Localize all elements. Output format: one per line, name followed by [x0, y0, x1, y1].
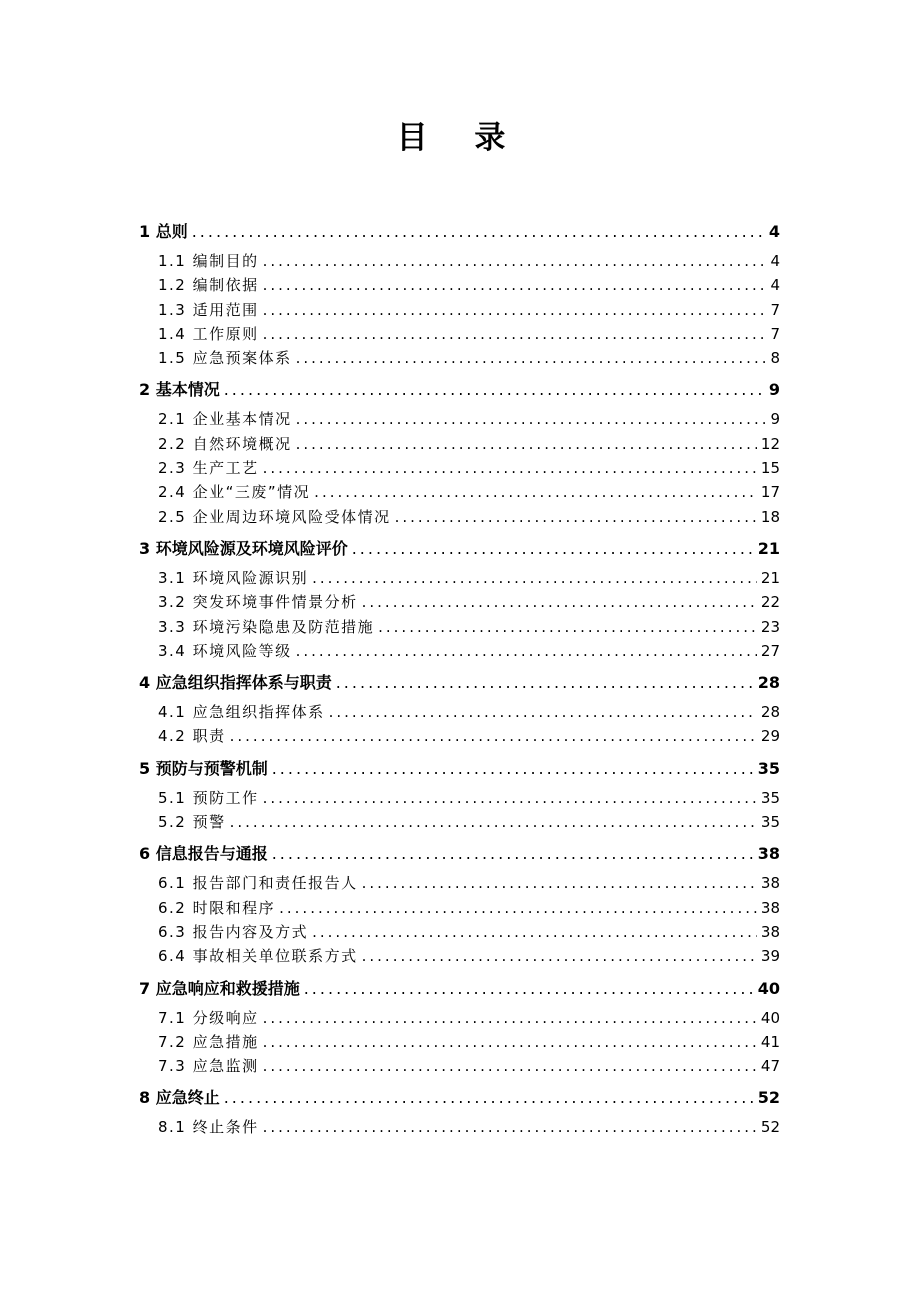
toc-section-entry[interactable] — [139, 700, 780, 724]
page-title: 目 录 — [396, 120, 524, 156]
toc-section-entry[interactable] — [139, 639, 780, 663]
toc-leader-dots — [296, 346, 767, 370]
toc-page-number: 8 — [770, 349, 780, 368]
toc-entry-label: 5.1 预防工作 — [158, 788, 259, 807]
toc-section-entry[interactable] — [139, 944, 780, 968]
toc-entry-label: 1.4 工作原则 — [158, 324, 259, 343]
toc-page-number: 52 — [757, 1088, 780, 1108]
toc-entry-label: 8.1 终止条件 — [158, 1118, 259, 1137]
toc-page-number: 21 — [760, 568, 780, 587]
toc-entry-label: 6 信息报告与通报 — [139, 844, 268, 864]
toc-leader-dots — [329, 700, 757, 724]
toc-page-number: 52 — [760, 1118, 780, 1137]
toc-chapter-entry[interactable] — [139, 532, 780, 566]
toc-section-entry[interactable] — [139, 1115, 780, 1139]
toc-page-number: 35 — [760, 813, 780, 832]
toc-entry-label: 2.5 企业周边环境风险受体情况 — [158, 507, 391, 526]
toc-page-number: 18 — [760, 507, 780, 526]
toc-entry-label: 3.4 环境风险等级 — [158, 641, 292, 660]
toc-section-entry[interactable] — [139, 810, 780, 834]
toc-section-entry[interactable] — [139, 1030, 780, 1054]
toc-entry-label: 2.2 自然环境概况 — [158, 434, 292, 453]
toc-chapter-entry[interactable] — [139, 215, 780, 249]
toc-section-entry[interactable] — [139, 590, 780, 614]
toc-leader-dots — [230, 724, 757, 748]
toc-entry-label: 2.4 企业“三废”情况 — [158, 483, 311, 502]
toc-page-number: 38 — [760, 874, 780, 893]
toc-entry-label: 3.2 突发环境事件情景分析 — [158, 593, 358, 612]
toc-page-number: 35 — [757, 758, 780, 778]
toc-page-number: 23 — [760, 617, 780, 636]
toc-page-number: 4 — [768, 222, 780, 241]
toc-section-entry[interactable] — [139, 920, 780, 944]
toc-leader-dots — [395, 505, 757, 529]
toc-page-number: 12 — [760, 434, 780, 453]
toc-page-number: 28 — [757, 673, 780, 693]
toc-leader-dots — [263, 322, 767, 346]
toc-leader-dots — [272, 837, 754, 871]
toc-entry-label: 3.1 环境风险源识别 — [158, 568, 309, 587]
toc-entry-label: 2 基本情况 — [139, 380, 220, 400]
toc-section-entry[interactable] — [139, 871, 780, 895]
toc-section-entry[interactable] — [139, 273, 780, 297]
toc-page-number: 27 — [760, 641, 780, 660]
toc-page-number: 7 — [770, 324, 780, 343]
toc-section-entry[interactable] — [139, 566, 780, 590]
toc-leader-dots — [263, 456, 757, 480]
toc-section-entry[interactable] — [139, 298, 780, 322]
toc-leader-dots — [263, 1030, 757, 1054]
toc-leader-dots — [312, 920, 757, 944]
toc-leader-dots — [312, 566, 757, 590]
toc-page-number: 9 — [770, 410, 780, 429]
toc-page-number: 22 — [760, 593, 780, 612]
toc-leader-dots — [352, 532, 754, 566]
toc-entry-label: 4.2 职责 — [158, 727, 226, 746]
toc-chapter-entry[interactable] — [139, 837, 780, 871]
toc-leader-dots — [296, 432, 757, 456]
toc-entry-label: 6.2 时限和程序 — [158, 898, 276, 917]
toc-leader-dots — [263, 786, 757, 810]
toc-section-entry[interactable] — [139, 724, 780, 748]
toc-entry-label: 1.5 应急预案体系 — [158, 349, 292, 368]
toc-section-entry[interactable] — [139, 456, 780, 480]
toc-entry-label: 3.3 环境污染隐患及防范措施 — [158, 617, 375, 636]
toc-chapter-entry[interactable] — [139, 752, 780, 786]
toc-page-number: 29 — [760, 727, 780, 746]
toc-leader-dots — [314, 480, 757, 504]
toc-page-number: 4 — [770, 276, 780, 295]
toc-leader-dots — [362, 871, 757, 895]
toc-page-number: 17 — [760, 483, 780, 502]
toc-section-entry[interactable] — [139, 786, 780, 810]
toc-page-number: 35 — [760, 788, 780, 807]
toc-leader-dots — [304, 972, 754, 1006]
table-of-contents — [139, 215, 780, 1140]
toc-entry-label: 5.2 预警 — [158, 813, 226, 832]
toc-leader-dots — [279, 896, 757, 920]
toc-section-entry[interactable] — [139, 1006, 780, 1030]
toc-entry-label: 1.1 编制目的 — [158, 252, 259, 270]
toc-entry-label: 1 总则 — [139, 222, 188, 241]
toc-entry-label: 7.1 分级响应 — [158, 1008, 259, 1027]
toc-section-entry[interactable] — [139, 505, 780, 529]
toc-entry-label: 6.4 事故相关单位联系方式 — [158, 947, 358, 966]
toc-leader-dots — [296, 639, 757, 663]
toc-leader-dots — [296, 407, 767, 431]
toc-page-number: 15 — [760, 459, 780, 478]
toc-entry-label: 5 预防与预警机制 — [139, 758, 268, 778]
toc-leader-dots — [263, 1006, 757, 1030]
toc-section-entry[interactable] — [139, 480, 780, 504]
toc-page-number: 41 — [760, 1032, 780, 1051]
toc-leader-dots — [378, 615, 757, 639]
toc-page-number: 28 — [760, 703, 780, 722]
toc-page-number: 38 — [760, 898, 780, 917]
toc-entry-label: 1.2 编制依据 — [158, 276, 259, 295]
toc-entry-label: 1.3 适用范围 — [158, 300, 259, 319]
toc-section-entry[interactable] — [139, 346, 780, 370]
toc-page-number: 38 — [757, 844, 780, 864]
toc-leader-dots — [224, 373, 765, 407]
toc-section-entry[interactable] — [139, 249, 780, 273]
toc-page-number: 40 — [760, 1008, 780, 1027]
toc-page-number: 9 — [768, 380, 780, 400]
toc-section-entry[interactable] — [139, 407, 780, 431]
toc-leader-dots — [272, 752, 754, 786]
toc-section-entry[interactable] — [139, 1054, 780, 1078]
toc-page-number: 38 — [760, 922, 780, 941]
toc-chapter-entry[interactable] — [139, 666, 780, 700]
toc-entry-label: 7.2 应急措施 — [158, 1032, 259, 1051]
toc-page-number: 21 — [757, 538, 780, 558]
toc-page-number: 40 — [757, 978, 780, 998]
toc-entry-label: 7 应急响应和救援措施 — [139, 978, 300, 998]
toc-leader-dots — [230, 810, 757, 834]
toc-leader-dots — [362, 590, 757, 614]
toc-entry-label: 3 环境风险源及环境风险评价 — [139, 538, 348, 558]
toc-section-entry[interactable] — [139, 432, 780, 456]
toc-page-number: 4 — [770, 252, 780, 270]
toc-leader-dots — [263, 298, 767, 322]
toc-entry-label: 6.1 报告部门和责任报告人 — [158, 874, 358, 893]
toc-leader-dots — [362, 944, 757, 968]
toc-leader-dots — [336, 666, 754, 700]
toc-entry-label: 2.1 企业基本情况 — [158, 410, 292, 429]
toc-leader-dots — [263, 273, 767, 297]
toc-chapter-entry[interactable] — [139, 1081, 780, 1115]
toc-leader-dots — [224, 1081, 754, 1115]
toc-entry-label: 8 应急终止 — [139, 1088, 220, 1108]
toc-entry-label: 2.3 生产工艺 — [158, 459, 259, 478]
toc-entry-label: 4 应急组织指挥体系与职责 — [139, 673, 332, 693]
toc-chapter-entry[interactable] — [139, 972, 780, 1006]
toc-leader-dots — [263, 249, 767, 273]
toc-section-entry[interactable] — [139, 322, 780, 346]
toc-page-number: 7 — [770, 300, 780, 319]
toc-entry-label: 6.3 报告内容及方式 — [158, 922, 309, 941]
toc-leader-dots — [263, 1115, 757, 1139]
toc-section-entry[interactable] — [139, 615, 780, 639]
toc-entry-label: 7.3 应急监测 — [158, 1057, 259, 1076]
toc-section-entry[interactable] — [139, 896, 780, 920]
toc-leader-dots — [192, 215, 765, 249]
toc-page-number: 39 — [760, 947, 780, 966]
toc-leader-dots — [263, 1054, 757, 1078]
toc-chapter-entry[interactable] — [139, 373, 780, 407]
toc-entry-label: 4.1 应急组织指挥体系 — [158, 703, 325, 722]
toc-page-number: 47 — [760, 1057, 780, 1076]
